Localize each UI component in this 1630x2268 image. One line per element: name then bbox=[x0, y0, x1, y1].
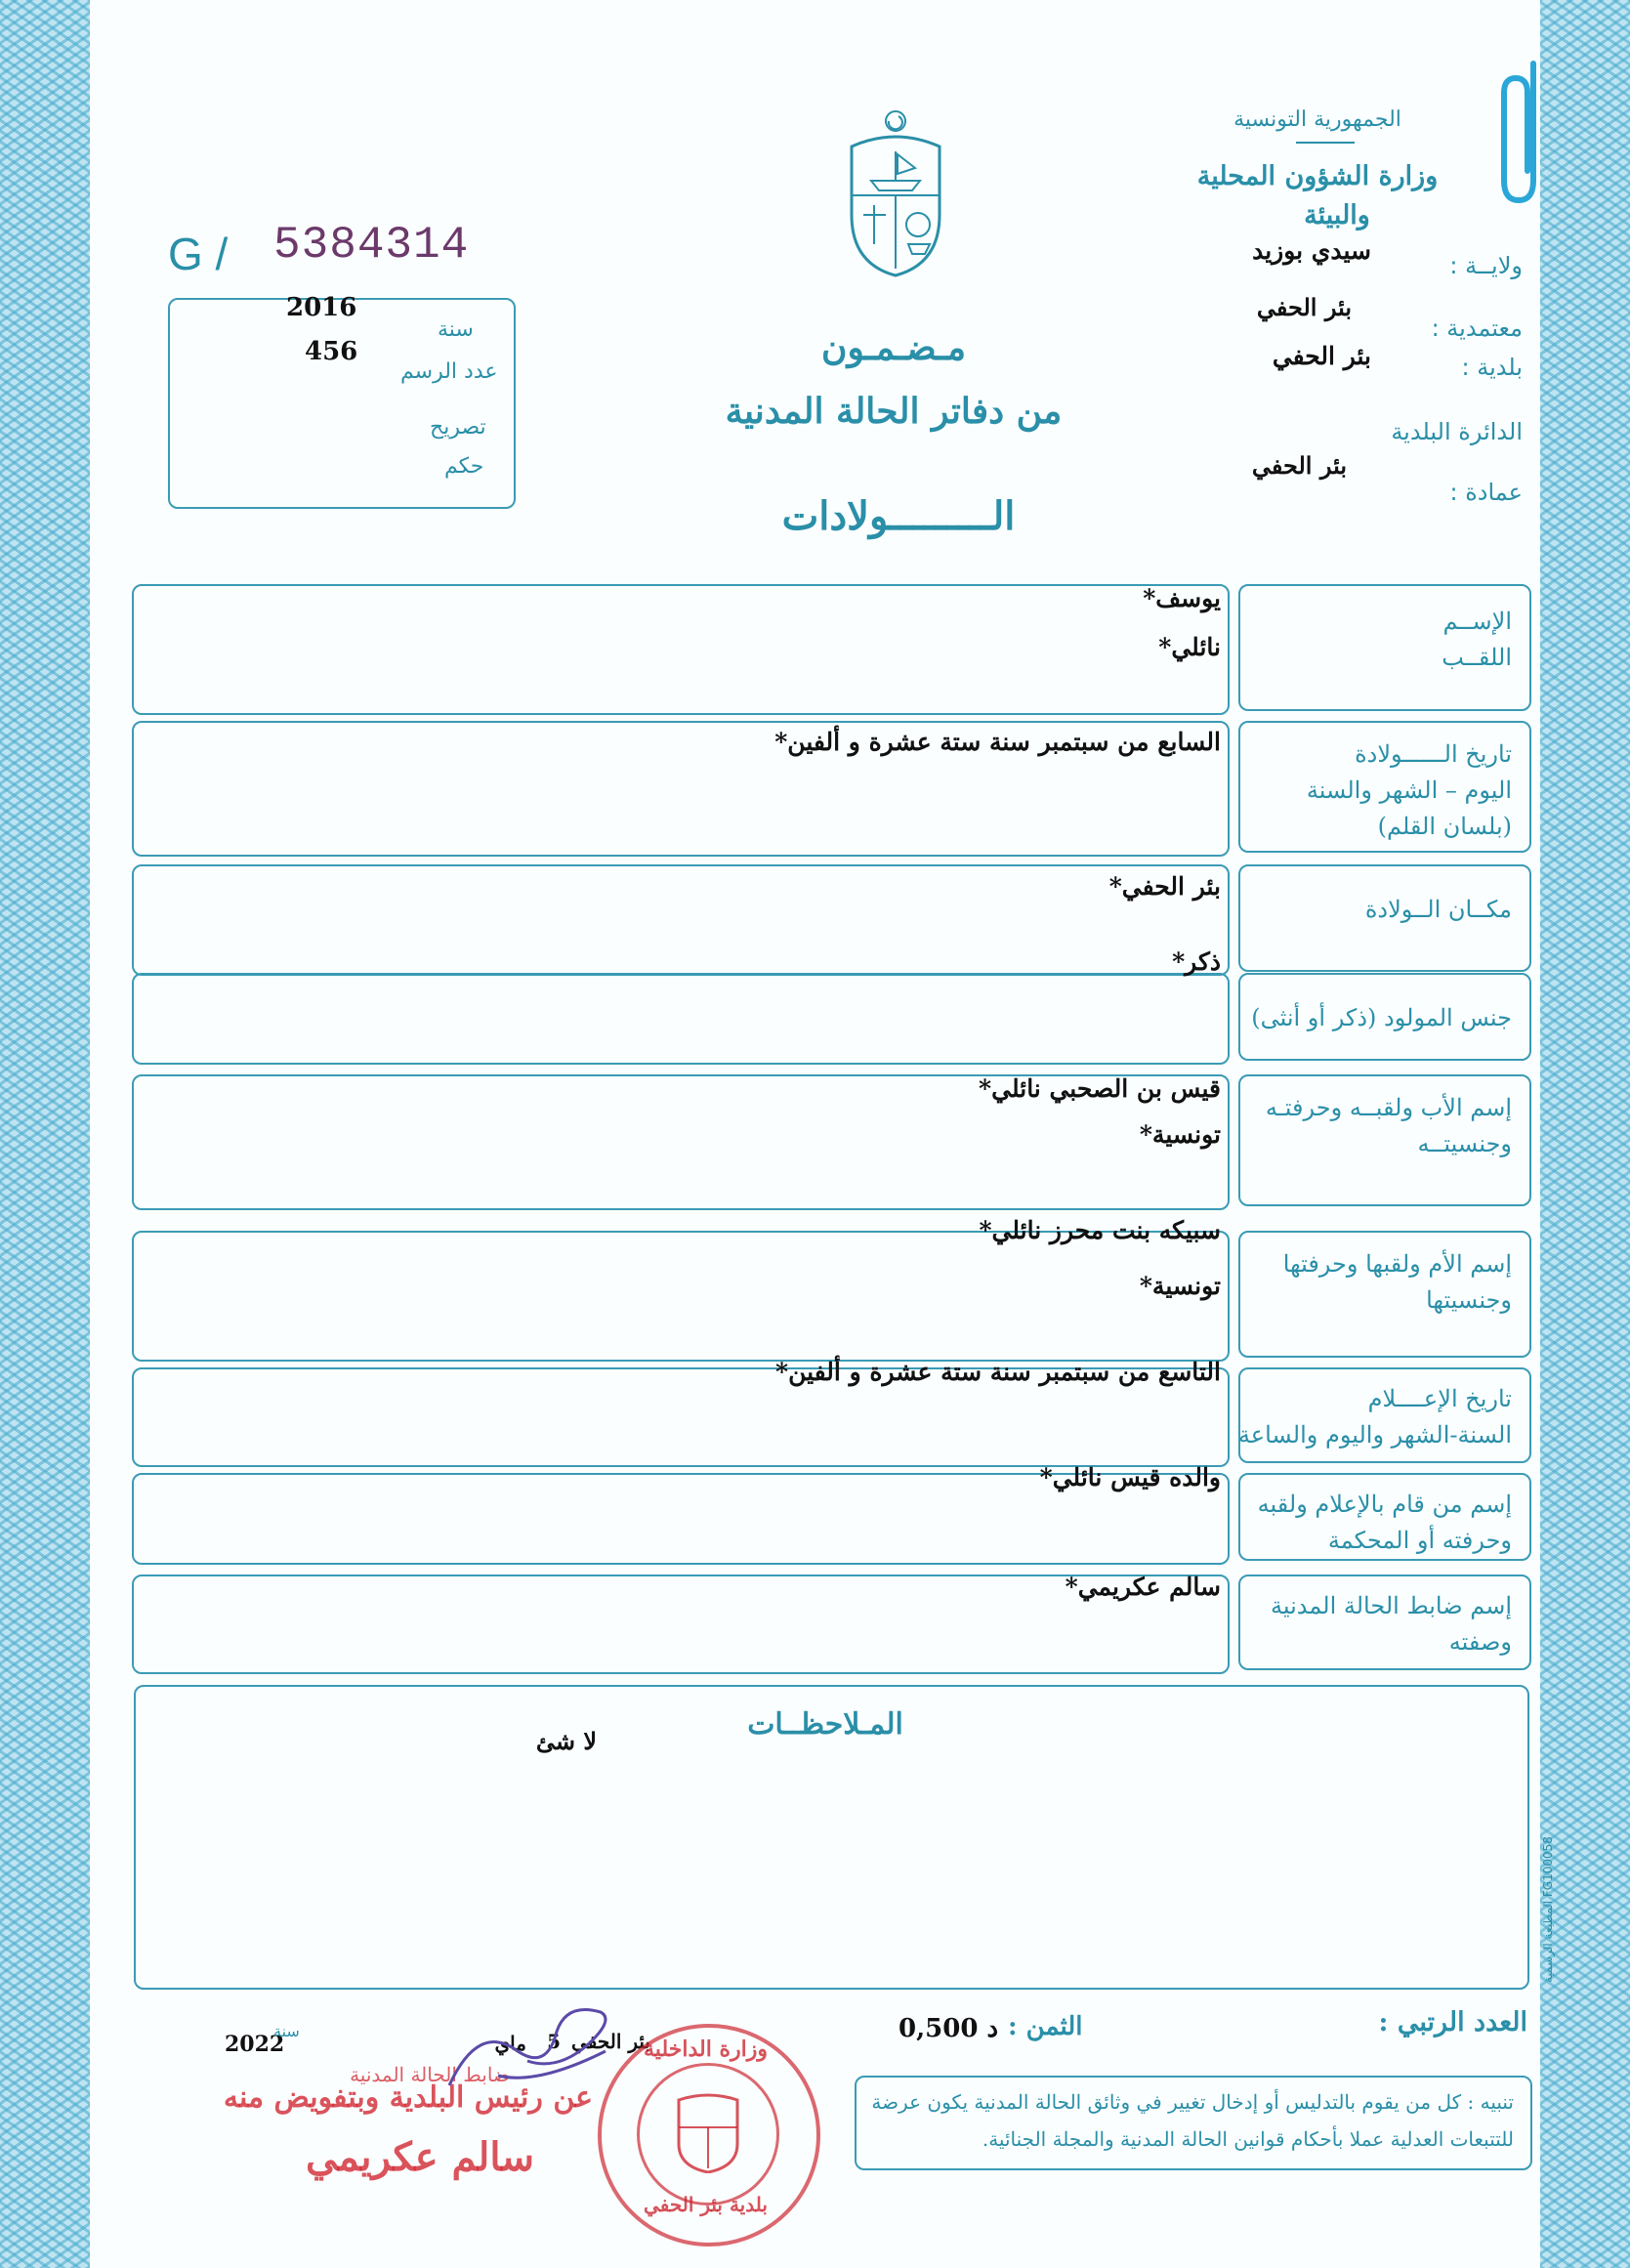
field-label-box bbox=[1238, 1473, 1531, 1561]
header-divider bbox=[1296, 142, 1355, 144]
wilaya-label: ولايــة : bbox=[1449, 252, 1523, 279]
field-value: التاسع من سبتمبر سنة ستة عشرة و ألفين* bbox=[775, 1358, 1221, 1386]
field-value: تونسية* bbox=[1139, 1272, 1221, 1300]
field-value: بئر الحفي* bbox=[1108, 872, 1221, 901]
record-number-label: عدد الرسم bbox=[400, 359, 498, 384]
field-label: إسم الأم ولقبها وحرفتها bbox=[1282, 1250, 1512, 1278]
stamp-name: سالم عكريمي bbox=[305, 2134, 535, 2180]
field-label: السنة-الشهر واليوم والساعة bbox=[1237, 1421, 1512, 1449]
stamp-line2: ضابط الحالة المدنية bbox=[350, 2063, 510, 2086]
title-line1: مـضـمـون bbox=[821, 327, 966, 368]
field-label: إسم ضابط الحالة المدنية bbox=[1271, 1592, 1512, 1619]
remarks-title: المـلاحظــات bbox=[747, 1707, 903, 1742]
guilloche-border-left bbox=[0, 0, 90, 2268]
field-label: وجنسيتها bbox=[1426, 1286, 1512, 1315]
baladia-label: بلدية : bbox=[1461, 354, 1523, 381]
field-label-box bbox=[1238, 864, 1531, 972]
record-judgment-label: حكم bbox=[444, 454, 484, 479]
field-value: قيس بن الصحبي نائلي* bbox=[979, 1074, 1221, 1103]
mootamadia-label: معتمدية : bbox=[1431, 315, 1523, 342]
ministry-line2: والبيئة bbox=[1304, 200, 1370, 231]
serial-number: 5384314 bbox=[273, 220, 470, 271]
field-value: تونسية* bbox=[1139, 1120, 1221, 1149]
issue-year: 2022 bbox=[225, 2032, 285, 2057]
field-label: إسم الأب ولقبــه وحرفتـه bbox=[1265, 1094, 1512, 1121]
field-label-box bbox=[1238, 721, 1531, 853]
field-value: والده قيس نائلي* bbox=[1039, 1463, 1221, 1491]
field-label: وصفته bbox=[1448, 1628, 1512, 1657]
field-value: السابع من سبتمبر سنة ستة عشرة و ألفين* bbox=[774, 728, 1221, 756]
field-value: يوسف* bbox=[1143, 584, 1221, 612]
signature-icon bbox=[439, 1993, 625, 2100]
record-year-value: 2016 bbox=[286, 293, 357, 322]
field-label: (بلسان القلم) bbox=[1377, 813, 1512, 841]
paper-clip-icon bbox=[1494, 54, 1563, 210]
omada-label: عمادة : bbox=[1449, 479, 1523, 506]
serial-number-label: العدد الرتبي : bbox=[1378, 2007, 1527, 2037]
field-value-box bbox=[132, 1231, 1230, 1362]
field-label-box bbox=[1238, 1231, 1531, 1358]
field-value-box bbox=[132, 973, 1230, 1065]
field-value: نائلي* bbox=[1158, 633, 1221, 661]
field-label-box bbox=[1238, 1575, 1531, 1670]
field-label: إسم من قام بالإعلام ولقبه bbox=[1257, 1491, 1512, 1518]
stamp-line1: عن رئيس البلدية وبتفويض منه bbox=[223, 2080, 594, 2115]
field-label: جنس المولود (ذكر أو أنثى) bbox=[1251, 1004, 1512, 1031]
mootamadia-value: بئر الحفي bbox=[1256, 293, 1352, 321]
section-title: الـــــــــولادات bbox=[781, 493, 1016, 539]
warning-line2: للتتبعات العدلية عملا بأحكام قوانين الحالة المدنية والمجلة الجنائية. bbox=[982, 2127, 1514, 2151]
field-label-box bbox=[1238, 1367, 1531, 1463]
record-year-label: سنة bbox=[438, 317, 474, 342]
field-label: اللقــب bbox=[1442, 644, 1512, 672]
field-label: تاريخ الــــــولادة bbox=[1355, 740, 1512, 768]
price-value: 0,500 د bbox=[899, 2014, 999, 2043]
daira-value: بئر الحفي bbox=[1251, 451, 1347, 480]
field-label: مكــان الــولادة bbox=[1364, 896, 1512, 923]
remarks-value: لا شئ bbox=[535, 1727, 597, 1755]
republic-name: الجمهورية التونسية bbox=[1233, 107, 1401, 132]
price-label: الثمن : bbox=[1008, 2012, 1083, 2041]
field-label: وجنسيتــه bbox=[1417, 1130, 1512, 1158]
issue-month: ماي bbox=[494, 2032, 526, 2055]
ministry-line1: وزارة الشؤون المحلية bbox=[1196, 161, 1439, 191]
field-value: سالم عكريمي* bbox=[1065, 1573, 1221, 1601]
field-value-box bbox=[132, 584, 1230, 715]
field-label-box bbox=[1238, 973, 1531, 1061]
field-label: الإســم bbox=[1442, 608, 1512, 635]
field-label-box bbox=[1238, 584, 1531, 711]
record-declaration-label: تصريح bbox=[430, 415, 486, 440]
issue-day: 5 bbox=[547, 2030, 561, 2053]
field-label-box bbox=[1238, 1074, 1531, 1206]
field-label: وحرفته أو المحكمة bbox=[1327, 1527, 1512, 1555]
record-number-value: 456 bbox=[305, 337, 358, 366]
wilaya-value: سيدي بوزيد bbox=[1252, 236, 1371, 265]
field-value: ذكر* bbox=[1172, 947, 1221, 976]
tunisia-coat-of-arms-icon bbox=[842, 107, 949, 278]
issue-year-suffix: سنة bbox=[273, 2022, 300, 2040]
field-label: اليوم – الشهر والسنة bbox=[1306, 777, 1512, 805]
title-line2: من دفاتر الحالة المدنية bbox=[725, 391, 1063, 432]
stamp-emblem-icon bbox=[674, 2090, 742, 2173]
field-label: تاريخ الإعــــلام bbox=[1367, 1385, 1512, 1412]
field-value: سبيكه بنت محرز نائلي* bbox=[979, 1216, 1221, 1244]
daira-label: الدائرة البلدية bbox=[1391, 418, 1523, 445]
baladia-value: بئر الحفي bbox=[1272, 342, 1371, 370]
warning-line1: تنبيه : كل من يقوم بالتدليس أو إدخال تغيير في وثائق الحالة المدنية يكون عرضة bbox=[871, 2090, 1514, 2114]
round-stamp-top: وزارة الداخلية bbox=[644, 2037, 768, 2062]
serial-prefix: G / bbox=[168, 229, 229, 279]
round-stamp-bottom: بلدية بئر الحفي bbox=[644, 2193, 768, 2216]
print-code: المطبعة الرسمية FG100058 bbox=[1541, 1836, 1555, 1983]
issue-place: بئر الحفي bbox=[571, 2030, 650, 2053]
field-value-box bbox=[132, 864, 1230, 976]
